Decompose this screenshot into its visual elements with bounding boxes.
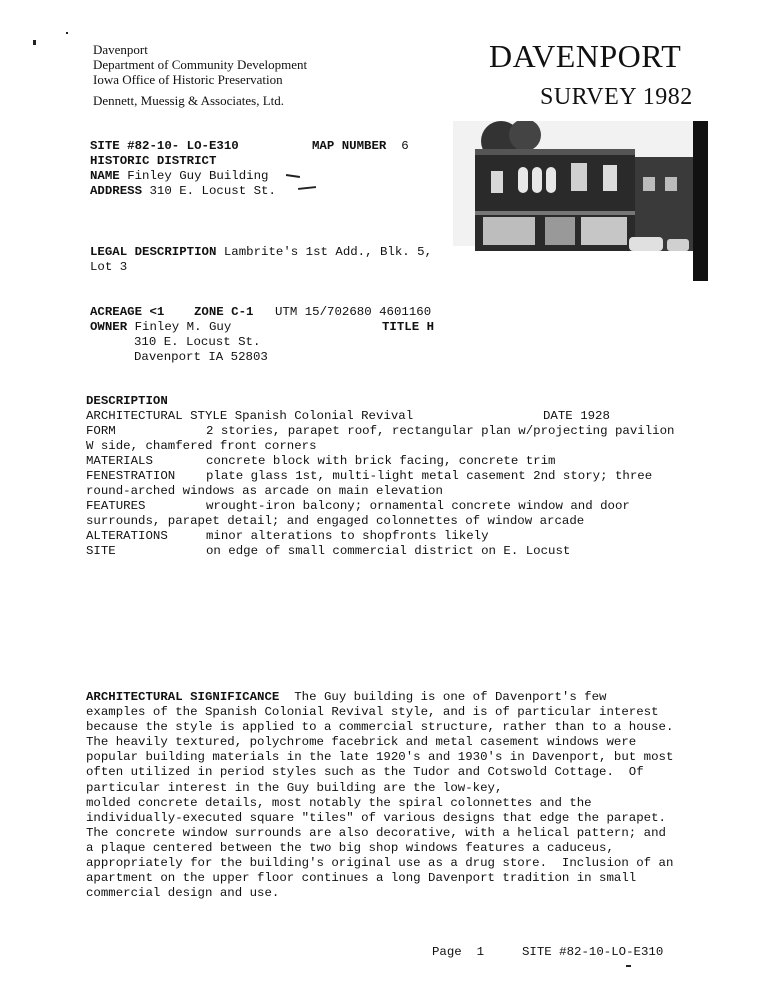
legal-line-2: Lot 3	[90, 260, 128, 274]
document-subtitle: SURVEY 1982	[540, 84, 693, 110]
row-label: FORM	[86, 424, 116, 438]
significance-paragraph	[86, 690, 686, 901]
footer-site-reference: SITE #82-10-LO-E310	[522, 945, 664, 959]
form-row-cont: W side, chamfered front corners	[86, 439, 317, 453]
style-value: Spanish Colonial Revival	[234, 409, 414, 423]
features-row-cont: surrounds, parapet detail; and engaged colonnettes of window arcade	[86, 514, 585, 528]
significance-line: because the style is applied to a commercial structure, rather than to a house.	[86, 720, 674, 735]
owner-address-2: Davenport IA 52803	[134, 350, 268, 364]
scan-speck	[66, 32, 68, 34]
name-label: NAME	[90, 169, 120, 183]
org-line-department: Department of Community Development	[93, 57, 308, 72]
significance-line: appropriately for the building's original use as a drug store. Inclusion of an	[86, 856, 674, 871]
map-number-label: MAP NUMBER	[312, 139, 387, 153]
significance-line: particular interest in the Guy building are the low-key,	[86, 780, 503, 795]
name-value: Finley Guy Building	[127, 169, 269, 183]
owner-field	[90, 320, 231, 334]
owner-address-1: 310 E. Locust St.	[134, 335, 261, 349]
consultant-name: Dennett, Muessig & Associates, Ltd.	[93, 93, 285, 108]
significance-line: commercial design and use.	[86, 886, 280, 901]
historic-district-label: HISTORIC DISTRICT	[90, 154, 217, 168]
org-line-state-office: Iowa Office of Historic Preservation	[93, 72, 283, 87]
legal-label: LEGAL DESCRIPTION	[90, 245, 217, 259]
significance-line: apartment on the upper floor continues a long Davenport tradition in small	[86, 871, 637, 886]
row-value: wrought-iron balcony; ornamental concrete window and door	[206, 499, 630, 513]
site-number: SITE #82-10- LO-E310	[90, 139, 239, 153]
legal-line-1: Lambrite's 1st Add., Blk. 5,	[223, 245, 433, 259]
features-row	[86, 499, 630, 513]
building-photo-icon	[453, 121, 708, 281]
zone: ZONE C-1	[194, 305, 254, 319]
site-row	[86, 544, 570, 558]
style-label: ARCHITECTURAL STYLE	[86, 409, 228, 423]
map-number-field	[312, 139, 409, 153]
materials-row	[86, 454, 555, 468]
date-value: 1928	[580, 409, 610, 423]
acreage: ACREAGE <1	[90, 305, 165, 319]
pen-mark	[286, 174, 300, 177]
significance-line: individually-executed square "tiles" of various designs that edge the parapet.	[86, 810, 666, 825]
fenestration-row	[86, 469, 652, 483]
significance-label: ARCHITECTURAL SIGNIFICANCE	[86, 690, 280, 704]
title-code: TITLE H	[382, 320, 435, 334]
architectural-style	[86, 409, 413, 423]
address-field	[90, 184, 276, 198]
legal-description	[90, 245, 432, 259]
name-field	[90, 169, 268, 183]
address-value: 310 E. Locust St.	[149, 184, 276, 198]
scan-speck	[33, 40, 36, 45]
row-label: MATERIALS	[86, 454, 153, 468]
owner-name: Finley M. Guy	[134, 320, 232, 334]
owner-label: OWNER	[90, 320, 128, 334]
row-value: concrete block with brick facing, concrete trim	[206, 454, 556, 468]
significance-line: often utilized in period styles such as the Tudor and Cotswold Cottage. Of	[86, 765, 644, 780]
row-label: SITE	[86, 544, 116, 558]
utm-coordinates: UTM 15/702680 4601160	[275, 305, 432, 319]
page-number: 1	[476, 945, 485, 959]
description-heading: DESCRIPTION	[86, 394, 168, 408]
significance-line: a plaque centered between the two big shop windows features a caduceus,	[86, 840, 614, 855]
significance-line: The heavily textured, polychrome facebrick and metal casement windows were	[86, 735, 637, 750]
row-value: on edge of small commercial district on E. Locust	[206, 544, 571, 558]
form-row	[86, 424, 674, 438]
row-label: ALTERATIONS	[86, 529, 168, 543]
row-value: 2 stories, parapet roof, rectangular plan w/projecting pavilion	[206, 424, 675, 438]
significance-line: The concrete window surrounds are also decorative, with a helical pattern; and	[86, 825, 666, 840]
document-title: DAVENPORT	[489, 38, 682, 74]
address-label: ADDRESS	[90, 184, 143, 198]
significance-line: popular building materials in the late 1920's and 1930's in Davenport, but most	[86, 750, 674, 765]
row-value: plate glass 1st, multi-light metal casement 2nd story; three	[206, 469, 653, 483]
org-line-city: Davenport	[93, 42, 148, 57]
row-label: FENESTRATION	[86, 469, 176, 483]
building-photo	[453, 121, 708, 281]
alterations-row	[86, 529, 489, 543]
date-label: DATE	[543, 409, 573, 423]
date-field	[543, 409, 610, 423]
page-indicator	[432, 945, 484, 959]
fenestration-row-cont: round-arched windows as arcade on main elevation	[86, 484, 443, 498]
page-label: Page	[432, 945, 462, 959]
significance-line: The Guy building is one of Davenport's few	[279, 690, 607, 704]
significance-line: molded concrete details, most notably the spiral colonnettes and the	[86, 795, 592, 810]
scan-speck	[626, 965, 631, 967]
row-value: minor alterations to shopfronts likely	[206, 529, 489, 543]
map-number-value: 6	[401, 139, 409, 153]
significance-line: examples of the Spanish Colonial Revival style, and is of particular interest	[86, 705, 659, 720]
row-label: FEATURES	[86, 499, 146, 513]
pen-mark	[298, 186, 316, 189]
